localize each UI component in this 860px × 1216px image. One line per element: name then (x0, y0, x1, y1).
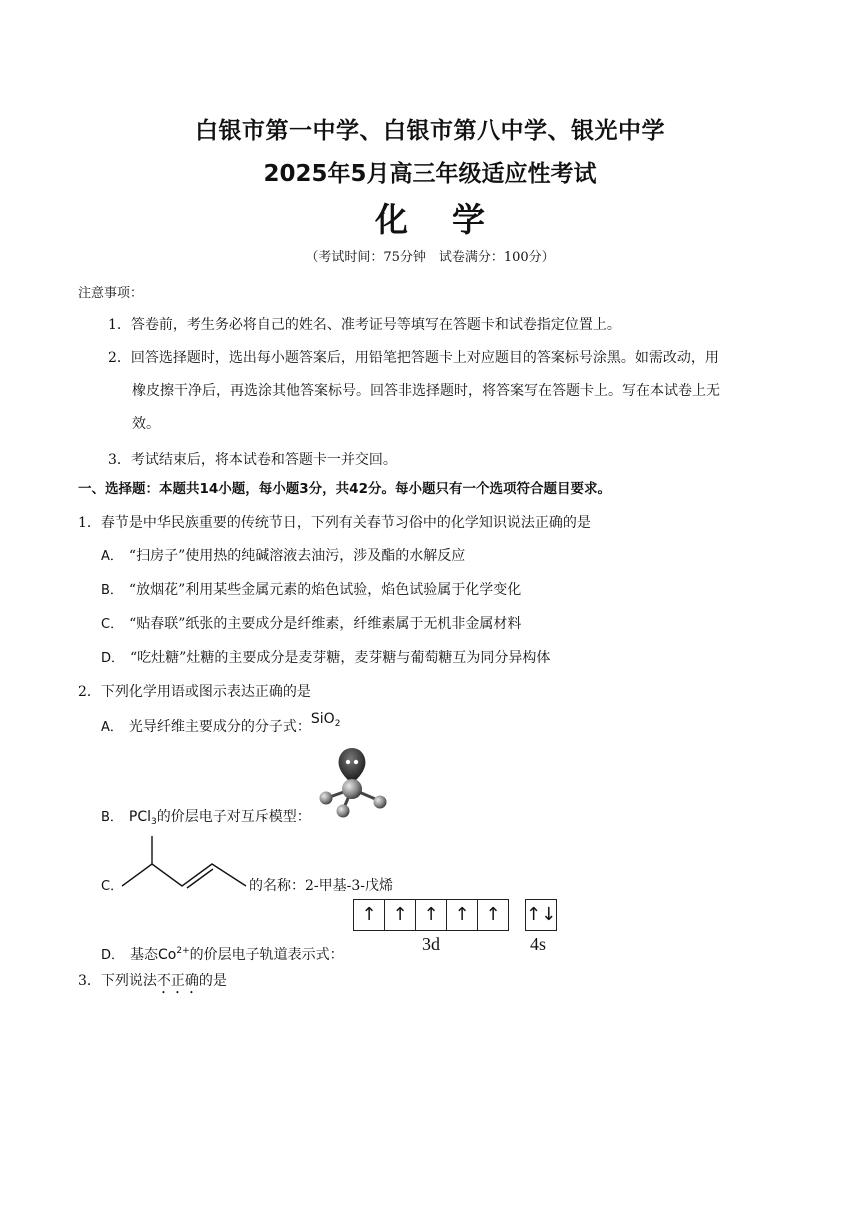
notice-heading: 注意事项： (78, 286, 144, 301)
notice-item-cont: 橡皮擦干净后，再选涂其他答案标号。回答非选择题时，将答案写在答题卡上。写在本试卷上无 (132, 383, 720, 399)
subject-title: 化学 (375, 200, 529, 239)
option-c-text: 的名称：2-甲基-3-戊烯 (249, 878, 394, 894)
orbital-4s-box: ↑↓ (525, 899, 557, 931)
orbital-3d-box: ↑ (477, 899, 509, 931)
orbital-3d-box: ↑ (353, 899, 385, 931)
notice-item: 2．回答选择题时，选出每小题答案后，用铅笔把答题卡上对应题目的答案标号涂黑。如需改动，用 (108, 350, 719, 366)
notice-item: 1．答卷前，考生务必将自己的姓名、准考证号等填写在答题卡和试卷指定位置上。 (108, 317, 621, 333)
option-c-label: C． (101, 879, 124, 894)
vsepr-model-image (314, 744, 394, 820)
exam-title-line1: 白银市第一中学、白银市第八中学、银光中学 (195, 118, 665, 144)
notice-item-cont: 效。 (132, 416, 160, 432)
orbital-3d-box: ↑ (446, 899, 478, 931)
exam-info: （考试时间：75分钟 试卷满分：100分） (305, 250, 555, 265)
option-b: B． “放烟花”利用某些金属元素的焰色试验，焰色试验属于化学变化 (101, 582, 522, 598)
orbital-3d-box: ↑ (415, 899, 447, 931)
option-a: A． “扫房子”使用热的纯碱溶液去油污，涉及酯的水解反应 (101, 548, 466, 564)
question-stem: 1．春节是中华民族重要的传统节日，下列有关春节习俗中的化学知识说法正确的是 (78, 515, 591, 531)
emphasis-text: 不正确 (156, 973, 199, 989)
notice-item: 3．考试结束后，将本试卷和答题卡一并交回。 (108, 452, 397, 468)
orbital-3d-label: 3d (422, 934, 440, 954)
orbital-4s-label: 4s (530, 934, 547, 954)
option-c: C． “贴春联”纸张的主要成分是纤维素，纤维素属于无机非金属材料 (101, 616, 522, 632)
skeletal-structure-image (118, 834, 250, 890)
option-d: D． 基态$Co^{2+}$的价层电子轨道表示式： (101, 946, 344, 963)
section-heading: 一、选择题：本题共14小题，每小题3分，共42分。每小题只有一个选项符合题目要求。 (78, 481, 611, 497)
question-stem: 3．下列说法不正确的是 (78, 973, 227, 989)
orbital-3d-box: ↑ (384, 899, 416, 931)
option-a: A． 光导纤维主要成分的分子式：SiO$_2$ (101, 711, 341, 735)
exam-title-line2: 2025年5月高三年级适应性考试 (263, 161, 597, 187)
option-b: B． PCl$_3$的价层电子对互斥模型： (101, 809, 311, 827)
question-stem: 2．下列化学用语或图示表达正确的是 (78, 684, 311, 700)
option-d: D． “吃灶糖”灶糖的主要成分是麦芽糖，麦芽糖与葡萄糖互为同分异构体 (101, 650, 551, 666)
